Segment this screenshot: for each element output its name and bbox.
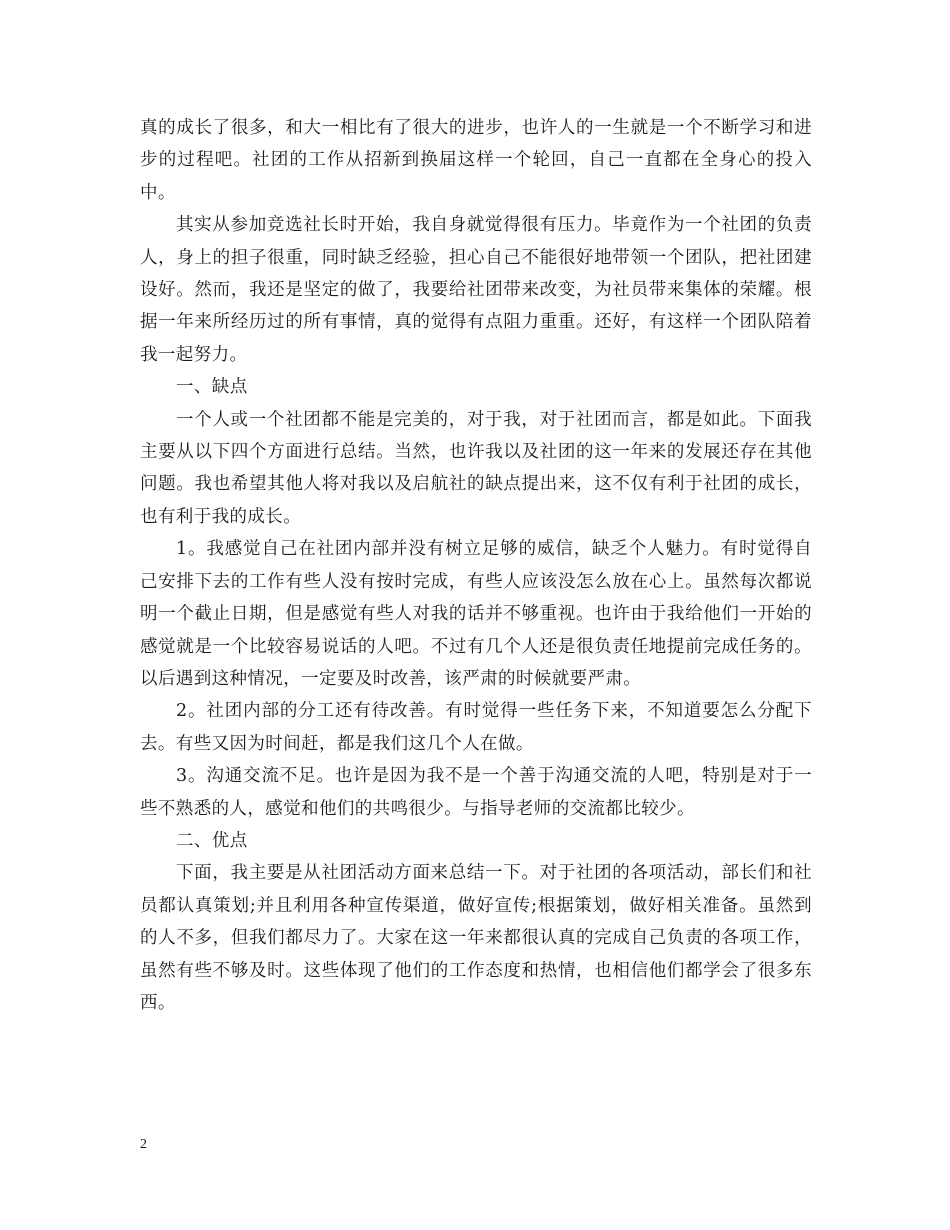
document-body (140, 112, 812, 1019)
section-heading-shortcomings: 一、缺点 (176, 377, 248, 398)
paragraph-strengths: 下面，我主要是从社团活动方面来总结一下。对于社团的各项活动，部长们和社员都认真策划;并且利用各种宣传渠道，做好宣传;根据策划，做好相关准备。虽然到的人不多，但我们都尽力了。大家在这一年来都很认真的完成自己负责的各项工作，虽然有些不够及时。这些体现了他们的工作态度和热情，也相信他们都学会了很多东西。 (140, 863, 812, 1013)
paragraph-continuation: 真的成长了很多，和大一相比有了很大的进步，也许人的一生就是一个不断学习和进步的过程吧。社团的工作从招新到换届这样一个轮回，自己一直都在全身心的投入中。 (140, 118, 812, 203)
paragraph-point-2: 2。社团内部的分工还有待改善。有时觉得一些任务下来，不知道要怎么分配下去。有些又因为时间赶，都是我们这几个人在做。 (140, 701, 812, 754)
section-heading-strengths: 二、优点 (176, 830, 248, 851)
paragraph-shortcomings-intro: 一个人或一个社团都不能是完美的，对于我，对于社团而言，都是如此。下面我主要从以下四个方面进行总结。当然，也许我以及社团的这一年来的发展还存在其他问题。我也希望其他人将对我以及启航社的缺点提出来，这不仅有利于社团的成长，也有利于我的成长。 (140, 409, 812, 527)
page-number: 2 (140, 1137, 147, 1152)
paragraph-point-1: 1。我感觉自己在社团内部并没有树立足够的威信，缺乏个人魅力。有时觉得自己安排下去的工作有些人没有按时完成，有些人应该没怎么放在心上。虽然每次都说明一个截止日期，但是感觉有些人对我的话并不够重视。也许由于我给他们一开始的感觉就是一个比较容易说话的人吧。不过有几个人还是很负责任地提前完成任务的。以后遇到这种情况，一定要及时改善，该严肃的时候就要严肃。 (140, 539, 812, 689)
paragraph-point-3: 3。沟通交流不足。也许是因为我不是一个善于沟通交流的人吧，特别是对于一些不熟悉的人，感觉和他们的共鸣很少。与指导老师的交流都比较少。 (140, 766, 812, 819)
paragraph-pressure: 其实从参加竞选社长时开始，我自身就觉得很有压力。毕竟作为一个社团的负责人，身上的担子很重，同时缺乏经验，担心自己不能很好地带领一个团队，把社团建设好。然而，我还是坚定的做了，我要给社团带来改变，为社员带来集体的荣耀。根据一年来所经历过的所有事情，真的觉得有点阻力重重。还好，有这样一个团队陪着我一起努力。 (140, 215, 812, 365)
